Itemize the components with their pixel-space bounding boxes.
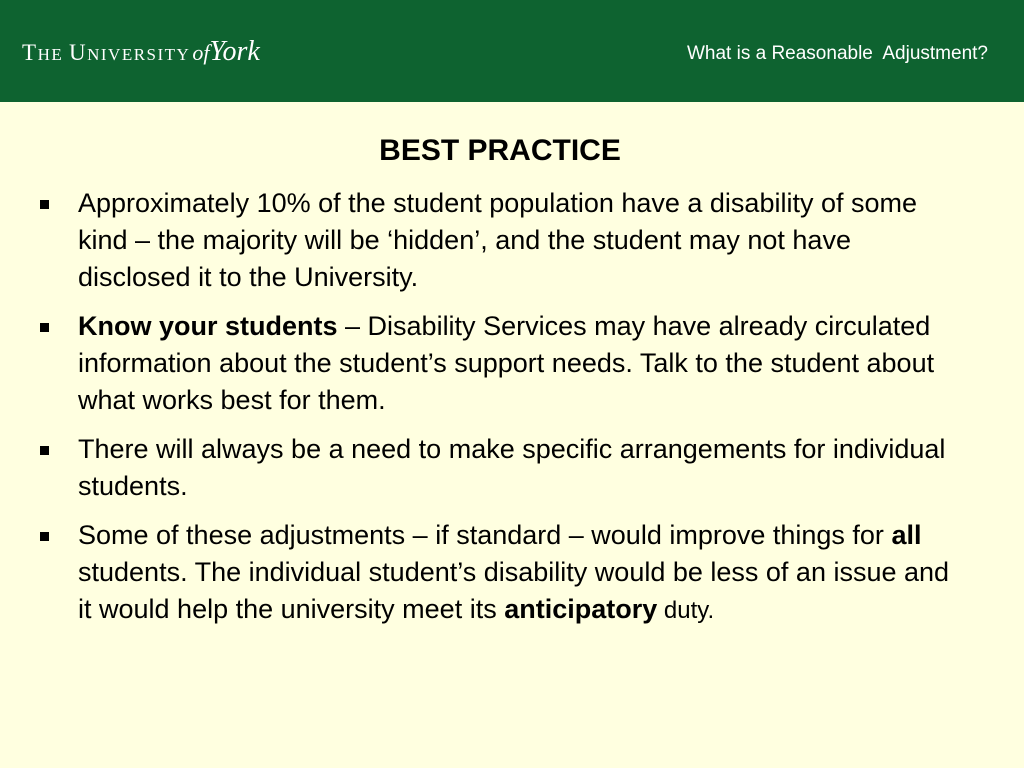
bullet-square-icon bbox=[40, 532, 49, 541]
bullet-square-icon bbox=[40, 200, 49, 209]
bold-text: all bbox=[891, 520, 922, 550]
bullet-item: Some of these adjustments – if standard – would improve things for all students. The individual student’s disability would be less of an issue and it would help the university meet its anticipatory duty. bbox=[40, 517, 960, 629]
bullet-square-icon bbox=[40, 446, 49, 455]
slide-title: BEST PRACTICE bbox=[379, 134, 621, 167]
bold-text: Know your students bbox=[78, 311, 338, 341]
bullet-list bbox=[40, 185, 960, 641]
bullet-item: There will always be a need to make specific arrangements for individual students. bbox=[40, 431, 960, 505]
bullet-item: Approximately 10% of the student population have a disability of some kind – the majority will be ‘hidden’, and the student may not have disclosed it to the University. bbox=[40, 185, 960, 296]
header-title: What is a Reasonable Adjustment? bbox=[686, 43, 988, 64]
university-of-york-logo: THE UNIVERSITYofYork bbox=[22, 36, 260, 67]
bullet-square-icon bbox=[40, 323, 49, 332]
bullet-item: Know your students – Disability Services may have already circulated information about the student’s support needs. Talk to the student about what works best for them. bbox=[40, 308, 960, 419]
header-bar bbox=[0, 0, 1024, 102]
bold-text: anticipatory bbox=[504, 594, 658, 624]
